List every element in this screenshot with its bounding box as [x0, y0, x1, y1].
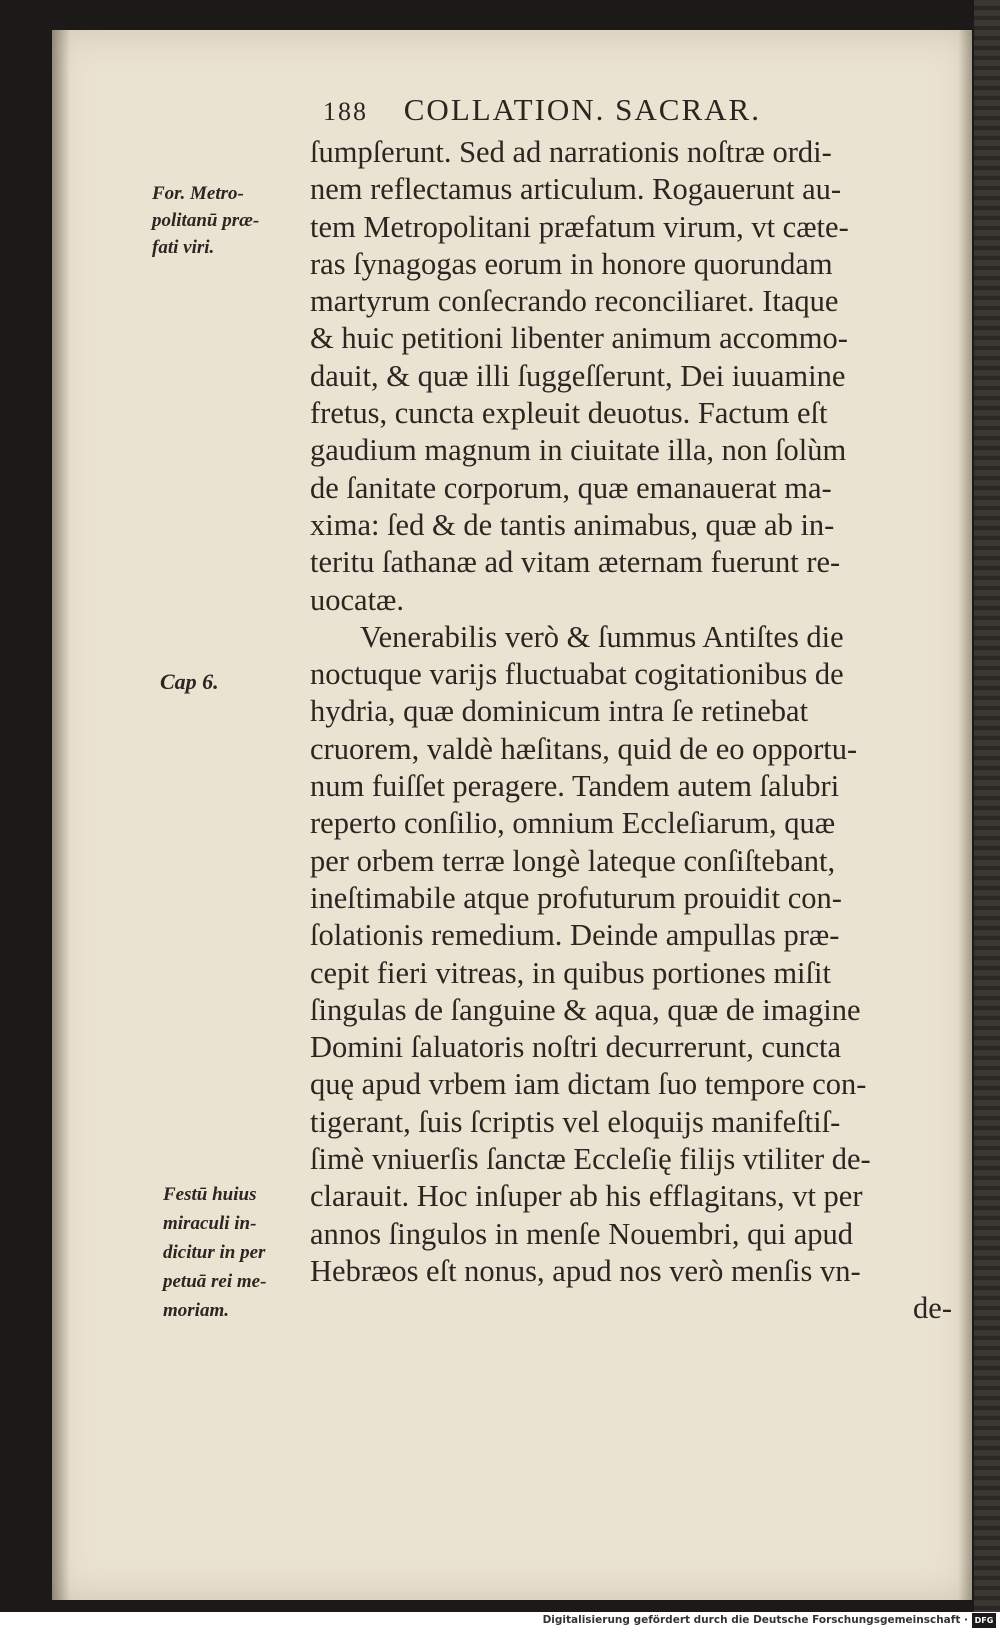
dfg-logo-icon: DFG	[972, 1613, 996, 1628]
text-line: teritu ſathanæ ad vitam æternam fuerunt re-	[310, 545, 841, 580]
text-line: dauit, & quæ illi ſuggeſſerunt, Dei iuuamine	[310, 358, 846, 393]
catchword: de-	[913, 1291, 952, 1326]
text-line: per orbem terræ longè lateque conſiſtebant,	[310, 843, 836, 878]
text-line: nem reflectamus articulum. Rogauerunt au-	[310, 172, 842, 207]
text-line: de ſanitate corporum, quæ emanauerat ma-	[310, 470, 832, 505]
marginal-line: fati viri.	[152, 237, 215, 258]
text-line: Venerabilis verò & ſummus Antiſtes die	[360, 619, 844, 654]
text-line: tem Metropolitani præfatum virum, vt cæte-	[310, 209, 849, 244]
text-line: annos ſingulos in menſe Nouembri, qui apud	[310, 1216, 853, 1251]
text-line: ineſtimabile atque profuturum prouidit con-	[310, 880, 842, 915]
text-line: ſolationis remedium. Deinde ampullas præ-	[310, 918, 840, 953]
text-line: gaudium magnum in ciuitate illa, non ſolùm	[310, 433, 847, 468]
marginal-note-2	[160, 668, 280, 695]
marginal-line: petuā rei me-	[163, 1271, 267, 1292]
running-header	[323, 92, 883, 128]
text-line: ſimè vniuerſis ſanctæ Eccleſię filijs vtiliter de-	[310, 1142, 871, 1177]
text-line: clarauit. Hoc inſuper ab his efflagitans, vt per	[310, 1179, 863, 1214]
marginal-line: miraculi in-	[163, 1213, 257, 1234]
text-line: quę apud vrbem iam dictam ſuo tempore con-	[310, 1067, 867, 1102]
text-line: xima: ſed & de tantis animabus, quæ ab in-	[310, 507, 835, 542]
book-edge	[974, 0, 1000, 1612]
text-line: noctuque varijs fluctuabat cogitationibus de	[310, 657, 844, 692]
text-line: cepit fieri vitreas, in quibus portiones miſit	[310, 955, 831, 990]
text-line: martyrum conſecrando reconciliaret. Itaque	[310, 284, 839, 319]
text-line: uocatæ.	[310, 582, 405, 617]
marginal-line: moriam.	[163, 1300, 229, 1321]
marginal-note-1	[152, 180, 302, 261]
digitization-credit: Digitalisierung gefördert durch die Deutsche Forschungsgemeinschaft ·	[542, 1614, 968, 1626]
running-title: COLLATION. SACRAR.	[403, 92, 761, 127]
text-line: tigerant, ſuis ſcriptis vel eloquijs manifeſtiſ-	[310, 1104, 841, 1139]
text-line: ſumpſerunt. Sed ad narrationis noſtræ ordi-	[310, 135, 832, 169]
text-line: num fuiſſet peragere. Tandem autem ſalubri	[310, 769, 840, 804]
page-number: 188	[323, 97, 368, 126]
text-line: Domini ſaluatoris noſtri decurrerunt, cuncta	[310, 1030, 842, 1065]
marginal-line: dicitur in per	[163, 1242, 266, 1263]
text-line: Hebræos eſt nonus, apud nos verò menſis vn-	[310, 1253, 861, 1288]
marginal-line: Cap 6.	[160, 669, 219, 694]
marginal-line: politanū præ-	[152, 210, 260, 231]
text-line: fretus, cuncta expleuit deuotus. Factum eſt	[310, 396, 828, 431]
text-line: ras ſynagogas eorum in honore quorundam	[310, 246, 833, 281]
marginal-line: Festū huius	[163, 1184, 257, 1205]
text-line: cruorem, valdè hæſitans, quid de eo opportu-	[310, 731, 858, 766]
text-line: & huic petitioni libenter animum accommo-	[310, 321, 848, 356]
text-line: hydria, quæ dominicum intra ſe retinebat	[310, 694, 809, 729]
text-line: ſingulas de ſanguine & aqua, quæ de imagine	[310, 992, 861, 1027]
body-text	[310, 134, 960, 1328]
text-line: reperto conſilio, omnium Eccleſiarum, quæ	[310, 806, 836, 841]
marginal-line: For. Metro-	[152, 183, 244, 204]
marginal-note-3	[163, 1180, 313, 1325]
